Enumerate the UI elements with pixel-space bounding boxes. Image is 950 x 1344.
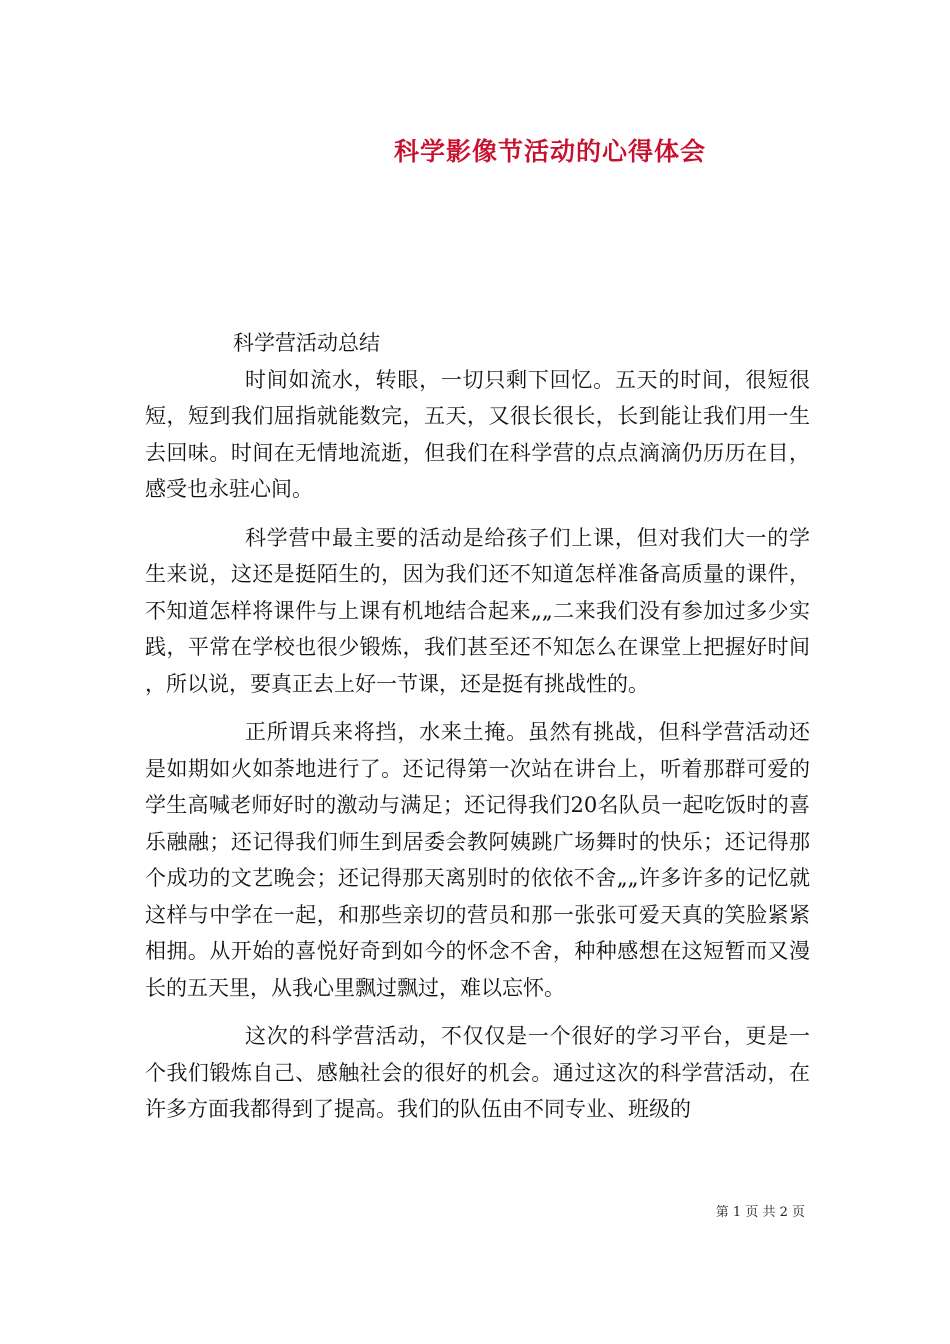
paragraph-4: 这次的科学营活动，不仅仅是一个很好的学习平台，更是一个我们锻炼自己、感触社会的很好的机会。通过这次的科学营活动，在许多方面我都得到了提高。我们的队伍由不同专业、班级的 — [145, 1024, 810, 1121]
page-number-footer: 第 1 页 共 2 页 — [715, 1205, 805, 1220]
paragraph-2: 科学营中最主要的活动是给孩子们上课，但对我们大一的学生来说，这还是挺陌生的，因为我们还不知道怎样准备高质量的课件，不知道怎样将课件与上课有机地结合起来„„二来我们没有参加过多少实践，平常在学校也很少锻炼，我们甚至还不知怎么在课堂上把握好时间，所以说，要真正去上好一节课，还是挺有挑战性的。 — [145, 525, 810, 696]
section-subheading: 科学营活动总结 — [233, 331, 380, 355]
document-body — [145, 325, 810, 1128]
paragraph-1: 时间如流水，转眼，一切只剩下回忆。五天的时间，很短很短，短到我们屈指就能数完，五天，又很长很长，长到能让我们用一生去回味。时间在无情地流逝，但我们在科学营的点点滴滴仍历历在目，感受也永驻心间。 — [145, 367, 810, 501]
document-title: 科学影像节活动的心得体会 — [393, 137, 706, 166]
paragraph-3: 正所谓兵来将挡，水来土掩。虽然有挑战，但科学营活动还是如期如火如荼地进行了。还记得第一次站在讲台上，听着那群可爱的学生高喊老师好时的激动与满足；还记得我们20名队员一起吃饭时的喜乐融融；还记得我们师生到居委会教阿姨跳广场舞时的快乐；还记得那个成功的文艺晚会；还记得那天离别时的依依不舍„„许多许多的记忆就这样与中学在一起，和那些亲切的营员和那一张张可爱天真的笑脸紧紧相拥。从开始的喜悦好奇到如今的怀念不舍，种种感想在这短暂而又漫长的五天里，从我心里飘过飘过，难以忘怀。 — [145, 720, 810, 1000]
